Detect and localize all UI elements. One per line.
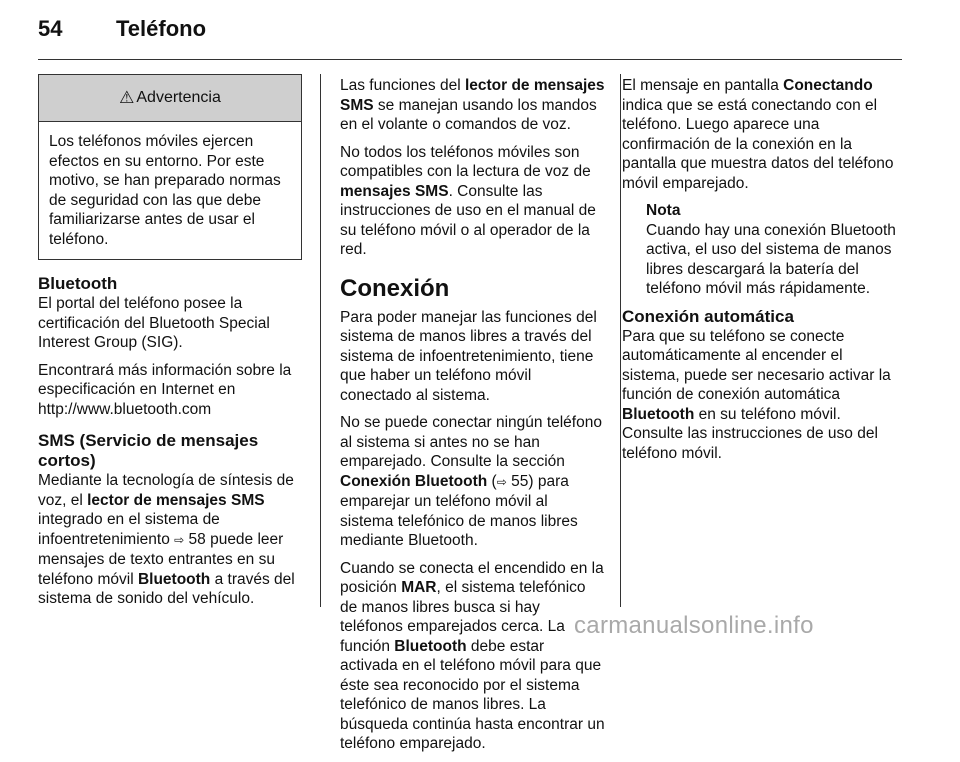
page-number: 54 xyxy=(38,16,63,41)
note-title: Nota xyxy=(646,202,681,219)
conexion-paragraph-3: Cuando se conecta el encendido en la posición MAR, el sistema telefónico de manos libres busca si hay teléfonos emparejados cerca. La función Bluetooth debe estar activada en el teléfono móvil para que éste sea reconocido por el sistema telefónico de manos libres. La búsqueda continúa hasta encontrar un teléfono emparejado. xyxy=(340,559,605,752)
warning-header xyxy=(39,75,301,122)
warning-triangle-icon: ⚠ xyxy=(119,88,135,108)
column-2 xyxy=(340,76,605,762)
warning-box xyxy=(38,74,302,260)
auto-connection-heading: Conexión automática xyxy=(622,306,794,326)
column-1 xyxy=(38,74,302,617)
column-3 xyxy=(622,76,904,471)
page-reference-arrow-icon: ⇨ xyxy=(496,474,507,489)
auto-connection-paragraph: Para que su teléfono se conecte automáticamente al encender el sistema, puede ser necesario activar la función de conexión automática Bluetooth en su teléfono móvil. Consulte las instrucciones de uso del teléfono móvil. xyxy=(622,327,891,462)
column-divider-1 xyxy=(320,74,321,607)
sms-paragraph-3: No todos los teléfonos móviles son compatibles con la lectura de voz de mensajes SMS. Consulte las instrucciones de uso en el manual de su teléfono móvil o al operador de la red. xyxy=(340,143,596,258)
bluetooth-heading: Bluetooth xyxy=(38,274,118,293)
header-divider xyxy=(38,59,902,60)
note-text: Cuando hay una conexión Bluetooth activa, el uso del sistema de manos libres descargará la batería del teléfono móvil más rápidamente. xyxy=(646,221,896,297)
page-reference-arrow-icon: ⇨ xyxy=(174,532,185,547)
sms-paragraph-1: Mediante la tecnología de síntesis de voz, el lector de mensajes SMS integrado en el sistema de infoentretenimiento ⇨ 58 puede leer mensajes de texto entrantes en su teléfono móvil Bluetooth a través del sistema de sonido del vehículo. xyxy=(38,472,295,607)
conexion-page-reference[interactable]: 55 xyxy=(511,472,529,490)
conexion-paragraph-4: El mensaje en pantalla Conectando indica que se está conectando con el teléfono. Luego aparece una confirmación de la conexión en la pantalla que muestra datos del teléfono móvil emparejado. xyxy=(622,77,894,192)
warning-text: Los teléfonos móviles ejercen efectos en su entorno. Por este motivo, se han preparado normas de seguridad con las que debe familiarizarse antes de usar el teléfono. xyxy=(49,133,281,248)
conexion-paragraph-1: Para poder manejar las funciones del sistema de manos libres a través del sistema de infoentretenimiento, tiene que haber un teléfono móvil conectado al sistema. xyxy=(340,308,597,404)
column-divider-2 xyxy=(620,74,621,607)
warning-title: Advertencia xyxy=(136,89,221,107)
sms-heading: SMS (Servicio de mensajes cortos) xyxy=(38,431,259,470)
page-header xyxy=(0,0,960,56)
bluetooth-paragraph-2: Encontrará más información sobre la especificación en Internet en http://www.bluetooth.com xyxy=(38,361,292,418)
sms-paragraph-2: Las funciones del lector de mensajes SMS se manejan usando los mandos en el volante o comandos de voz. xyxy=(340,77,605,133)
conexion-heading: Conexión xyxy=(340,274,450,302)
bluetooth-paragraph-1: El portal del teléfono posee la certificación del Bluetooth Special Interest Group (SIG). xyxy=(38,295,270,351)
watermark: carmanualsonline.info xyxy=(574,612,814,639)
note-block xyxy=(622,201,904,299)
conexion-paragraph-2: No se puede conectar ningún teléfono al sistema si antes no se han emparejado. Consulte la sección Conexión Bluetooth (⇨ 55) para emparejar un teléfono móvil al sistema telefónico de manos libres mediante Bluetooth. xyxy=(340,414,602,549)
page-title: Teléfono xyxy=(116,16,207,41)
sms-page-reference[interactable]: 58 xyxy=(188,530,206,548)
